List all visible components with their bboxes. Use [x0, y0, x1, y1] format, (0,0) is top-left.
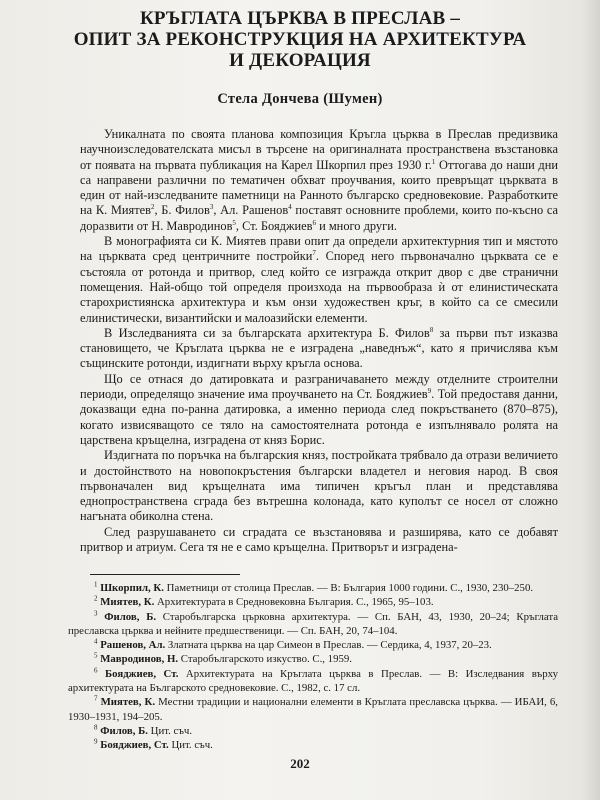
footnote — [68, 738, 558, 752]
footnote-text: Местни традиции и национални елементи в Кръглата преславска църква. — ИБАИ, 6, 1930–1931, 194–205. — [68, 696, 558, 723]
article-author: Стела Дончева (Шумен) — [217, 91, 383, 107]
paragraph-text: Издигната по поръчка на българския княз, постройката трябвало да отрази величието и достойнството на новопокръстения български владетел и неговия народ. В своя първоначален вид кръщелната има типичен кръгъл план и представлява еднопространствена сграда без вътрешна колонада, като куполът се носел от сложно нагъната обиколна стена. — [80, 448, 558, 524]
footnote — [68, 581, 558, 595]
footnote-author: Мавродинов, Н. — [97, 653, 179, 666]
footnote-number: 1 — [94, 580, 98, 589]
footnote-author: Бояджиев, Ст. — [97, 739, 169, 752]
body-paragraph — [80, 127, 558, 234]
footnote — [68, 724, 558, 738]
footnote-number: 5 — [94, 651, 98, 660]
footnote-reference: 5 — [232, 218, 236, 227]
title-line-3: И ДЕКОРАЦИЯ — [229, 50, 371, 71]
footnote-reference: 3 — [209, 203, 214, 212]
body-paragraph — [80, 448, 558, 524]
title-line-2: ОПИТ ЗА РЕКОНСТРУКЦИЯ НА АРХИТЕКТУРА — [73, 29, 527, 50]
paragraph-text: Оттогава до наши дни са направени различни по тематичен обхват проучвания, които превръщат църквата в един от най-изследваните паметници на Ранното българско средновековие. Разработките на К. Миятев — [80, 157, 558, 218]
footnote-author: Филов, Б. — [97, 724, 148, 737]
body-paragraph — [80, 326, 558, 372]
footnote-text: Архитектурата в Средновековна България. С., 1965, 95–103. — [154, 596, 434, 609]
paragraph-text: В Изследванията си за българската архитектура Б. Филов — [104, 325, 430, 340]
title-line-1: КРЪГЛАТА ЦЪРКВА В ПРЕСЛАВ – — [139, 8, 461, 29]
paragraph-text: поставят основните проблеми, които по-късно са доразвити от Н. Мавродинов — [80, 203, 558, 233]
footnote-reference: 4 — [288, 203, 292, 212]
footnote-text: Архитектурата на Кръглата църква в Преслав. — В: Изследвания върху архитектурата на Българското средновековие. С., 1982, с. 17 сл. — [68, 667, 558, 695]
paragraph-text: . Той предоставя данни, доказващи една по-ранна датировка, а именно периода след покръстването (870–875), когато извисяващото се тяло на самостоятелната ротонда е изпълнявало ролята на царствена кръщелна, изградена от княз Борис. — [80, 387, 558, 447]
footnote-number: 6 — [94, 666, 98, 675]
footnote — [68, 695, 558, 724]
paragraph-text: , Ал. Рашенов — [213, 203, 289, 218]
footnote-text: Златната църква на цар Симеон в Преслав. — Сердика, 4, 1937, 20–23. — [165, 639, 492, 652]
paragraph-text: След разрушаването си сградата се възстановява и разширява, като се добавят притвор и атриум. Сега тя не е само кръщелна. Притворът и изградена- — [80, 524, 558, 555]
footnote-number: 2 — [94, 594, 98, 603]
paragraph-text: , Б. Филов — [154, 203, 210, 218]
footnote-reference: 6 — [312, 218, 317, 227]
footnotes — [68, 581, 558, 753]
footnote-number: 9 — [94, 737, 98, 746]
page-edge-shadow — [582, 0, 600, 800]
footnote-number: 4 — [94, 637, 98, 646]
article-body — [80, 127, 558, 555]
footnote-author: Шкорпил, К. — [97, 582, 164, 594]
footnote — [68, 652, 558, 666]
footnote-reference: 8 — [429, 325, 434, 334]
footnote-reference: 2 — [151, 203, 155, 212]
footnote-reference: 9 — [427, 386, 432, 395]
footnote-author: Рашенов, Ал. — [97, 639, 166, 652]
footnote — [68, 667, 558, 696]
footnote-number: 8 — [94, 723, 98, 732]
footnote-text: Старобългарска църковна архитектура. — Сп. БАН, 43, 1930, 20–24; Кръглата преславска църква и нейните предшественици. — Сп. БАН, 20, 74–104. — [68, 610, 558, 637]
page-number: 202 — [290, 756, 310, 771]
paragraph-text: Уникалната по своята планова композиция Кръгла църква в Преслав предизвика научноизследователската мисъл в търсене на оригиналната пространствена възстановка от появата на първата публикация на Карел Шкорпил през 1930 г. — [80, 127, 558, 172]
footnote-text: Старобългарското изкуство. С., 1959. — [178, 653, 352, 666]
footnote-reference: 1 — [431, 157, 436, 166]
footnote-text: Цит. съч. — [147, 724, 193, 737]
paragraph-text: Що се отнася до датировката и разграничаването между отделните строителни периоди, определящо значение има проучването на Ст. Бояджиев — [80, 371, 558, 402]
article-title — [60, 8, 540, 71]
footnote — [68, 595, 558, 609]
footnote — [68, 610, 558, 639]
footnote-author: Филов, Б. — [97, 610, 157, 623]
footnote-number: 7 — [94, 694, 98, 703]
body-paragraph — [80, 234, 558, 326]
paragraph-text: , Ст. Бояджиев — [235, 218, 313, 233]
footnote-text: Паметници от столица Преслав. — В: България 1000 години. С., 1930, 230–250. — [163, 582, 534, 594]
footnote-author: Миятев, К. — [97, 696, 156, 709]
footnote-separator — [90, 574, 240, 575]
footnote-author: Бояджиев, Ст. — [97, 667, 179, 680]
footnote-author: Миятев, К. — [97, 596, 155, 609]
body-paragraph — [80, 372, 558, 448]
paragraph-text: за първи път изказва становището, че Кръглата църква не е изградена „наведнъж“, като я причислява към същинските ротонди, издигнати върху кръгла основа. — [80, 325, 558, 371]
body-paragraph — [80, 525, 558, 556]
paragraph-text: . Според него първоначално църквата се е състояла от ротонда и притвор, след който се изгражда открит двор с две странични помещения. Най-общо той определя произхода на първообраза ѝ от елинистическата старохристиянска архитектура и към онзи художествен кръг, в който са се смесили елинистически, византийски и малоазийски елементи. — [80, 249, 558, 325]
paragraph-text: и много други. — [316, 218, 397, 233]
paragraph-text: В монографията си К. Миятев прави опит да определи архитектурния тип и мястото на църквата сред центричните постройки — [80, 234, 558, 264]
footnote-text: Цит. съч. — [168, 739, 213, 752]
footnote — [68, 638, 558, 652]
footnote-reference: 7 — [312, 249, 316, 258]
footnote-number: 3 — [94, 609, 98, 617]
